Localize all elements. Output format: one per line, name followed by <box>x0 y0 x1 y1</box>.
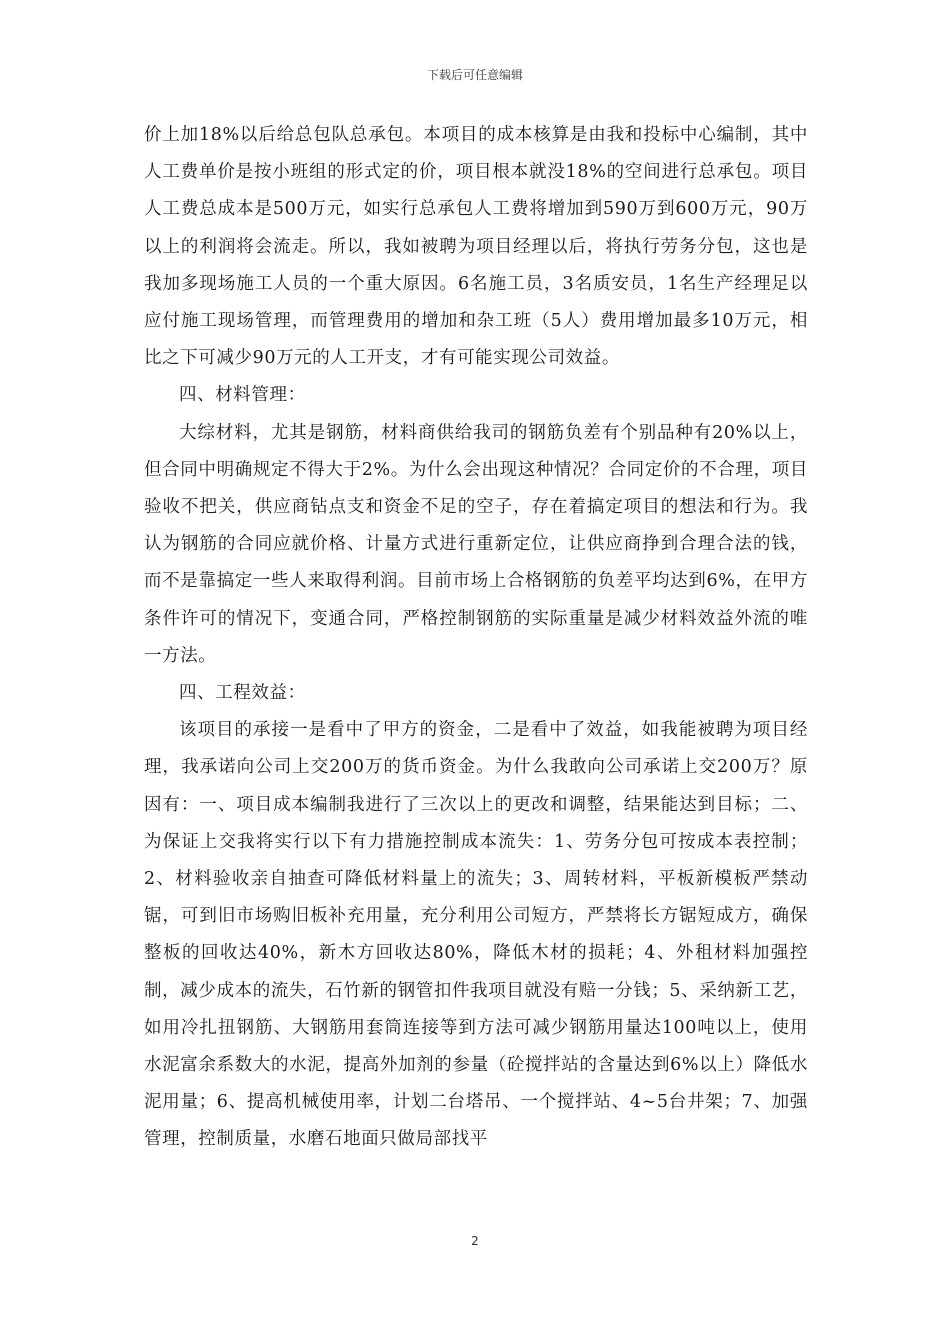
document-body <box>144 117 808 1159</box>
paragraph-continuation: 价上加18%以后给总包队总承包。本项目的成本核算是由我和投标中心编制，其中人工费单价是按小班组的形式定的价，项目根本就没18%的空间进行总承包。项目人工费总成本是500万元，如实行总承包人工费将增加到590万到600万元，90万以上的利润将会流走。所以，我如被聘为项目经理以后，将执行劳务分包，这也是我加多现场施工人员的一个重大原因。6名施工员，3名质安员，1名生产经理足以应付施工现场管理，而管理费用的增加和杂工班（5人）费用增加最多10万元，相比之下可减少90万元的人工开支，才有可能实现公司效益。 <box>144 125 808 369</box>
paragraph-benefits: 该项目的承接一是看中了甲方的资金，二是看中了效益，如我能被聘为项目经理，我承诺向公司上交200万的货币资金。为什么我敢向公司承诺上交200万？原因有：一、项目成本编制我进行了三次以上的更改和调整，结果能达到目标；二、为保证上交我将实行以下有力措施控制成本流失：1、劳务分包可按成本表控制；2、材料验收亲自抽查可降低材料量上的流失；3、周转材料，平板新模板严禁动锯，可到旧市场购旧板补充用量，充分利用公司短方，严禁将长方锯短成方，确保整板的回收达40%，新木方回收达80%，降低木材的损耗；4、外租材料加强控制，减少成本的流失，石竹新的钢管扣件我项目就没有赔一分钱；5、采纳新工艺，如用冷扎扭钢筋、大钢筋用套筒连接等到方法可减少钢筋用量达100吨以上，使用水泥富余系数大的水泥，提高外加剂的参量（砼搅拌站的含量达到6%以上）降低水泥用量；6、提高机械使用率，计划二台塔吊、一个搅拌站、4~5台井架；7、加强管理，控制质量，水磨石地面只做局部找平 <box>144 720 808 1150</box>
section-heading-materials: 四、材料管理： <box>179 385 306 406</box>
section-heading-benefits: 四、工程效益： <box>179 683 306 704</box>
paragraph-materials: 大综材料，尤其是钢筋，材料商供给我司的钢筋负差有个别品种有20%以上，但合同中明确规定不得大于2%。为什么会出现这种情况？合同定价的不合理，项目验收不把关，供应商钻点支和资金不足的空子，存在着搞定项目的想法和行为。我认为钢筋的合同应就价格、计量方式进行重新定位，让供应商挣到合理合法的钱，而不是靠搞定一些人来取得利润。目前市场上合格钢筋的负差平均达到6%，在甲方条件许可的情况下，变通合同，严格控制钢筋的实际重量是减少材料效益外流的唯一方法。 <box>144 422 808 666</box>
page-number: 2 <box>471 1234 479 1248</box>
page-header: 下载后可任意编辑 <box>426 68 523 82</box>
